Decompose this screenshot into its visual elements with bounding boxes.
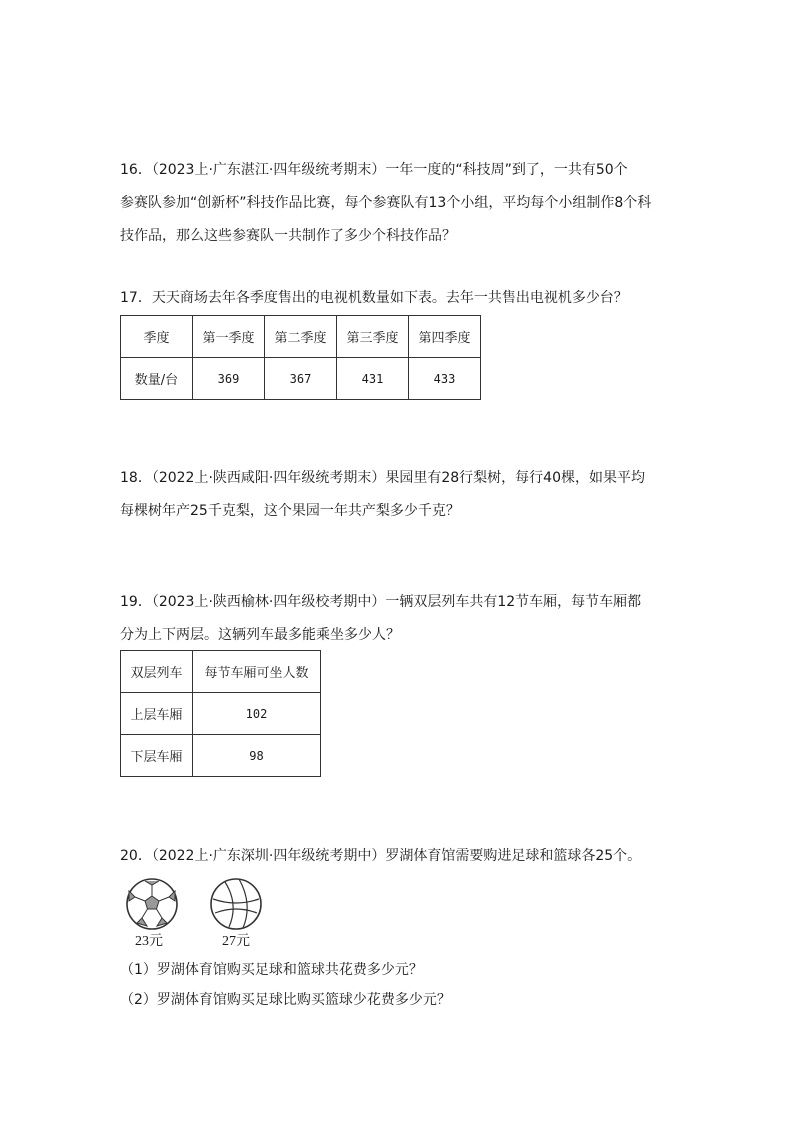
table-header-cell: 双层列车 (121, 651, 193, 693)
q16-line-1: 16．（2023上·广东湛江·四年级统考期末）一年一度的“科技周”到了，一共有50个 (120, 162, 628, 178)
table-header-cell: 第一季度 (193, 316, 265, 358)
table-header-cell: 第四季度 (409, 316, 481, 358)
table-row (121, 693, 321, 735)
q20-text: 20．（2022上·广东深圳·四年级统考期中）罗湖体育馆需要购进足球和篮球各25个。 (120, 848, 642, 864)
table-cell: 98 (193, 735, 321, 777)
q20-sub-question-1: （1）罗湖体育馆购买足球和篮球共花费多少元？ (120, 962, 423, 978)
q19-line-2: 分为上下两层。这辆列车最多能乘坐多少人？ (120, 627, 400, 643)
table-row (121, 735, 321, 777)
q20-sub-question-2: （2）罗湖体育馆购买足球比购买篮球少花费多少元？ (120, 992, 451, 1008)
table-cell: 369 (193, 358, 265, 400)
q18-line-2: 每棵树年产25千克梨，这个果园一年共产梨多少千克？ (120, 503, 460, 519)
football-price: 23元 (135, 934, 163, 949)
q16-line-2: 参赛队参加“创新杯”科技作品比赛，每个参赛队有13个小组，平均每个小组制作8个科 (120, 195, 652, 211)
table-cell: 102 (193, 693, 321, 735)
table-cell: 433 (409, 358, 481, 400)
table-header-cell: 第三季度 (337, 316, 409, 358)
table-row (121, 651, 321, 693)
question-19 (120, 586, 680, 652)
table-row (121, 316, 481, 358)
table-row-label: 上层车厢 (121, 693, 193, 735)
table-header-cell: 每节车厢可坐人数 (193, 651, 321, 693)
question-17 (120, 282, 680, 315)
question-16 (120, 154, 680, 253)
basketball-price: 27元 (222, 934, 250, 949)
table-cell: 367 (265, 358, 337, 400)
table-row-label: 数量/台 (121, 358, 193, 400)
question-18 (120, 462, 680, 528)
table-header-cell: 季度 (121, 316, 193, 358)
q17-table (120, 315, 481, 400)
table-row (121, 358, 481, 400)
basketball-icon (209, 877, 263, 931)
q19-table (120, 650, 321, 777)
q16-line-3: 技作品，那么这些参赛队一共制作了多少个科技作品？ (120, 228, 456, 244)
football-icon (125, 877, 179, 931)
table-row-label: 下层车厢 (121, 735, 193, 777)
question-20 (120, 840, 680, 873)
table-header-cell: 第二季度 (265, 316, 337, 358)
table-cell: 431 (337, 358, 409, 400)
q18-line-1: 18．（2022上·陕西咸阳·四年级统考期末）果园里有28行梨树，每行40棵，如果平均 (120, 470, 645, 486)
q17-text: 17．天天商场去年各季度售出的电视机数量如下表。去年一共售出电视机多少台？ (120, 290, 628, 306)
q19-line-1: 19．（2023上·陕西榆林·四年级校考期中）一辆双层列车共有12节车厢，每节车厢都 (120, 594, 642, 610)
